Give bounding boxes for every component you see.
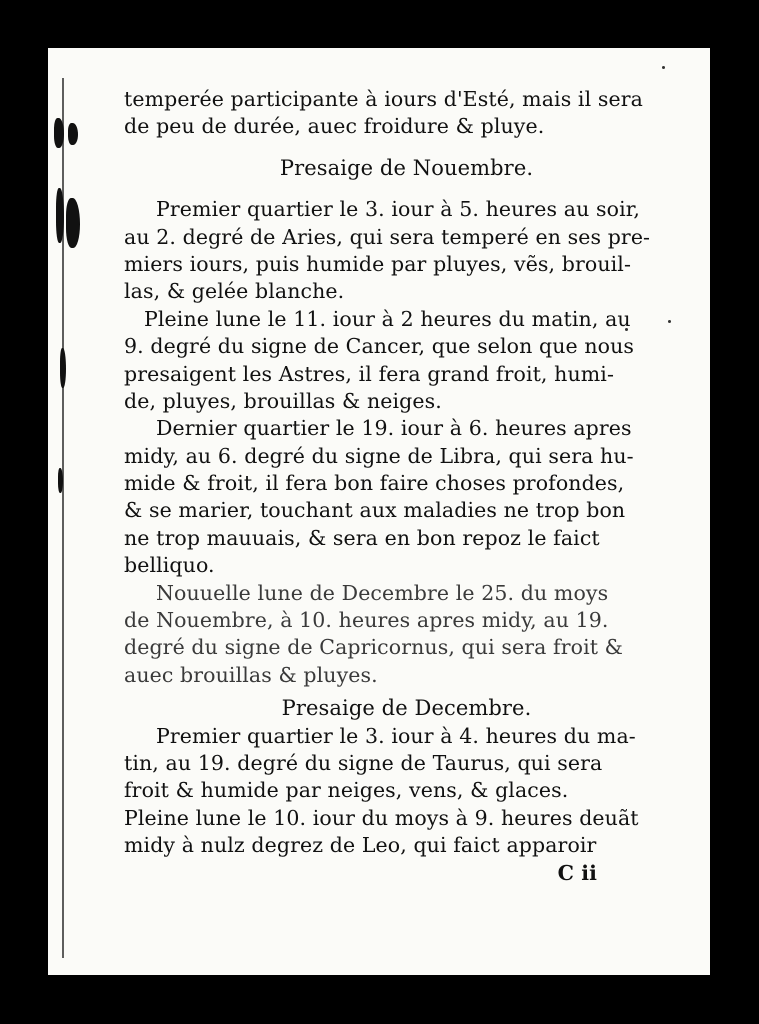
text-line: belliquo. <box>124 553 215 578</box>
text-line: & se marier, touchant aux maladies ne trop bon <box>124 498 626 523</box>
text-line: 9. degré du signe de Cancer, que selon que nous <box>124 334 635 359</box>
text-line: Premier quartier le 3. iour à 5. heures au soir, <box>156 197 640 222</box>
text-line: au 2. degré de Aries, qui sera temperé en ses pre- <box>124 224 651 249</box>
text-line: Pleine lune le 11. iour à 2 heures du matin, au <box>144 306 631 331</box>
text-line: midy, au 6. degré du signe de Libra, qui sera hu- <box>124 443 634 468</box>
ink-blot <box>60 348 66 388</box>
text-line: de, pluyes, brouillas & neiges. <box>124 388 442 413</box>
text-line: degré du signe de Capricornus, qui sera froit & <box>124 635 624 660</box>
ink-speck <box>662 66 665 69</box>
page-gutter <box>48 48 106 975</box>
text-line: tin, au 19. degré du signe de Taurus, qui sera <box>124 750 603 775</box>
page-text <box>124 86 689 887</box>
ink-blot <box>56 188 64 243</box>
text-line: froit & humide par neiges, vens, & glaces. <box>124 778 569 803</box>
text-line: de peu de durée, auec froidure & pluye. <box>124 114 545 139</box>
text-line: miers iours, puis humide par pluyes, vẽs, brouil- <box>124 251 631 276</box>
ink-blot <box>68 123 78 145</box>
text-line: Premier quartier le 3. iour à 4. heures du ma- <box>156 723 636 748</box>
text-line: Pleine lune le 10. iour du moys à 9. heures deuãt <box>124 805 639 830</box>
text-line: Dernier quartier le 19. iour à 6. heures apres <box>156 416 632 441</box>
book-page <box>48 48 710 975</box>
text-line: midy à nulz degrez de Leo, qui faict apparoir <box>124 833 597 858</box>
text-line: las, & gelée blanche. <box>124 279 345 304</box>
text-line: auec brouillas & pluyes. <box>124 662 378 687</box>
text-line: ne trop mauuais, & sera en bon repoz le faict <box>124 525 600 550</box>
text-line: temperée participante à iours d'Esté, mais il sera <box>124 87 643 111</box>
ink-blot <box>58 468 63 493</box>
text-line: mide & froit, il fera bon faire choses profondes, <box>124 471 625 496</box>
ink-blot <box>66 198 80 248</box>
ink-blot <box>54 118 64 148</box>
text-line: de Nouembre, à 10. heures apres midy, au 19. <box>124 608 609 633</box>
text-line: presaigent les Astres, il fera grand froit, humi- <box>124 361 614 386</box>
section-heading-november: Presaige de Nouembre. <box>279 155 534 180</box>
section-heading-december: Presaige de Decembre. <box>281 696 532 721</box>
signature-mark: C ii <box>557 860 597 885</box>
text-line: Nouuelle lune de Decembre le 25. du moys <box>156 580 609 605</box>
